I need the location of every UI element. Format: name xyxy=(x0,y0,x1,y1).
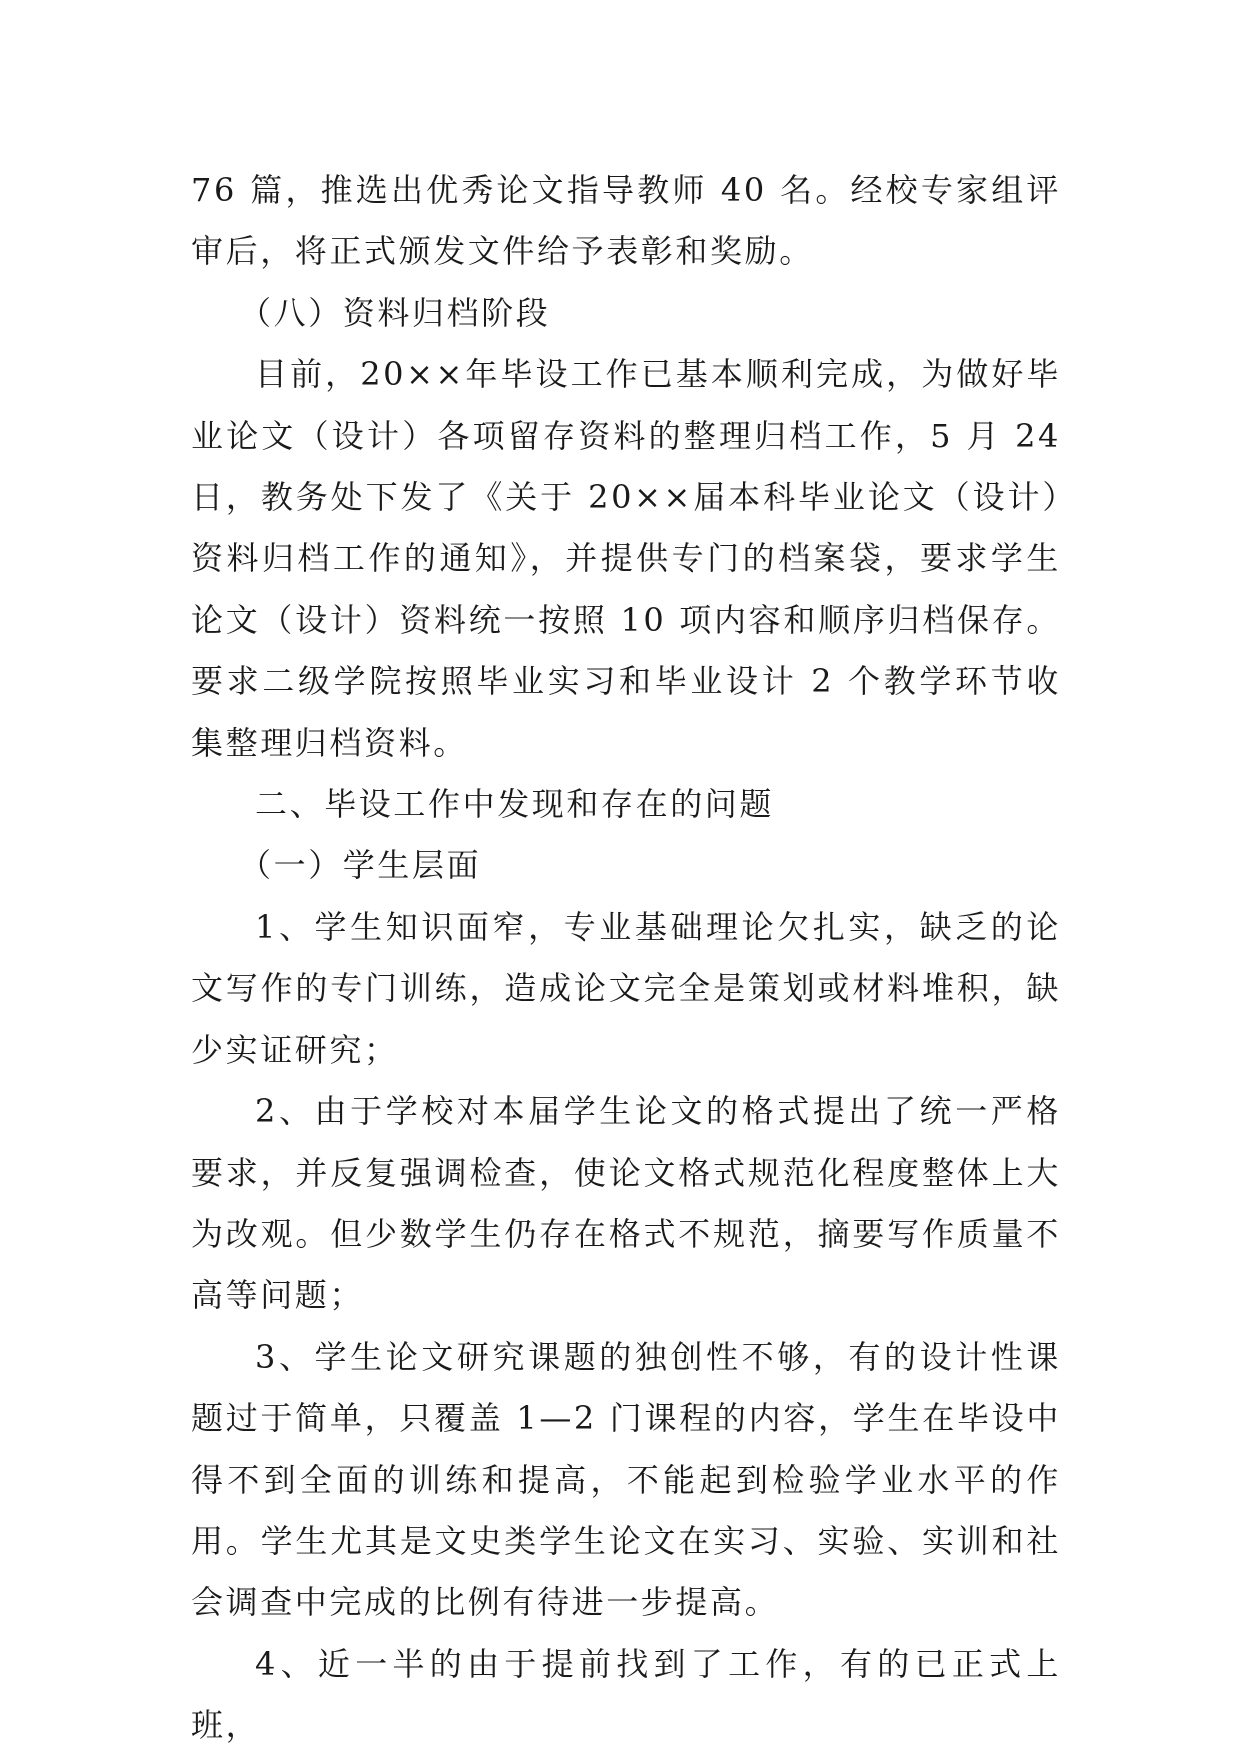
section-heading-archiving-stage: （八）资料归档阶段 xyxy=(239,293,551,332)
section-heading-problems: 二、毕设工作中发现和存在的问题 xyxy=(255,785,775,824)
paragraph-archiving-details: 目前，20××年毕设工作已基本顺利完成，为做好毕业论文（设计）各项留存资料的整理归档工作，5 月 24 日，教务处下发了《关于 20××届本科毕业论文（设计）资料归档工作的通知》，并提供专门的档案袋，要求学生论文（设计）资料统一按照 10 项内容和顺序归档保存。要求二级学院按照毕业实习和毕业设计 2 个教学环节收集整理归档资料。 xyxy=(191,355,1061,762)
list-item-problem-3: 3、学生论文研究课题的独创性不够，有的设计性课题过于简单，只覆盖 1—2 门课程的内容，学生在毕设中得不到全面的训练和提高，不能起到检验学业水平的作用。学生尤其是文史类学生论文在实习、实验、实训和社会调查中完成的比例有待进一步提高。 xyxy=(191,1337,1061,1622)
paragraph-award-summary: 76 篇，推选出优秀论文指导教师 40 名。经校专家组评审后，将正式颁发文件给予表彰和奖励。 xyxy=(191,171,1061,271)
list-item-problem-4: 4、近一半的由于提前找到了工作，有的已正式上班， xyxy=(191,1644,1061,1745)
list-item-problem-2: 2、由于学校对本届学生论文的格式提出了统一严格要求，并反复强调检查，使论文格式规范化程度整体上大为改观。但少数学生仍存在格式不规范，摘要写作质量不高等问题； xyxy=(191,1092,1061,1315)
subsection-heading-student-level: （一）学生层面 xyxy=(239,846,482,885)
list-item-problem-1: 1、学生知识面窄，专业基础理论欠扎实，缺乏的论文写作的专门训练，造成论文完全是策划或材料堆积，缺少实证研究； xyxy=(191,907,1061,1069)
document-body xyxy=(191,160,1061,1757)
